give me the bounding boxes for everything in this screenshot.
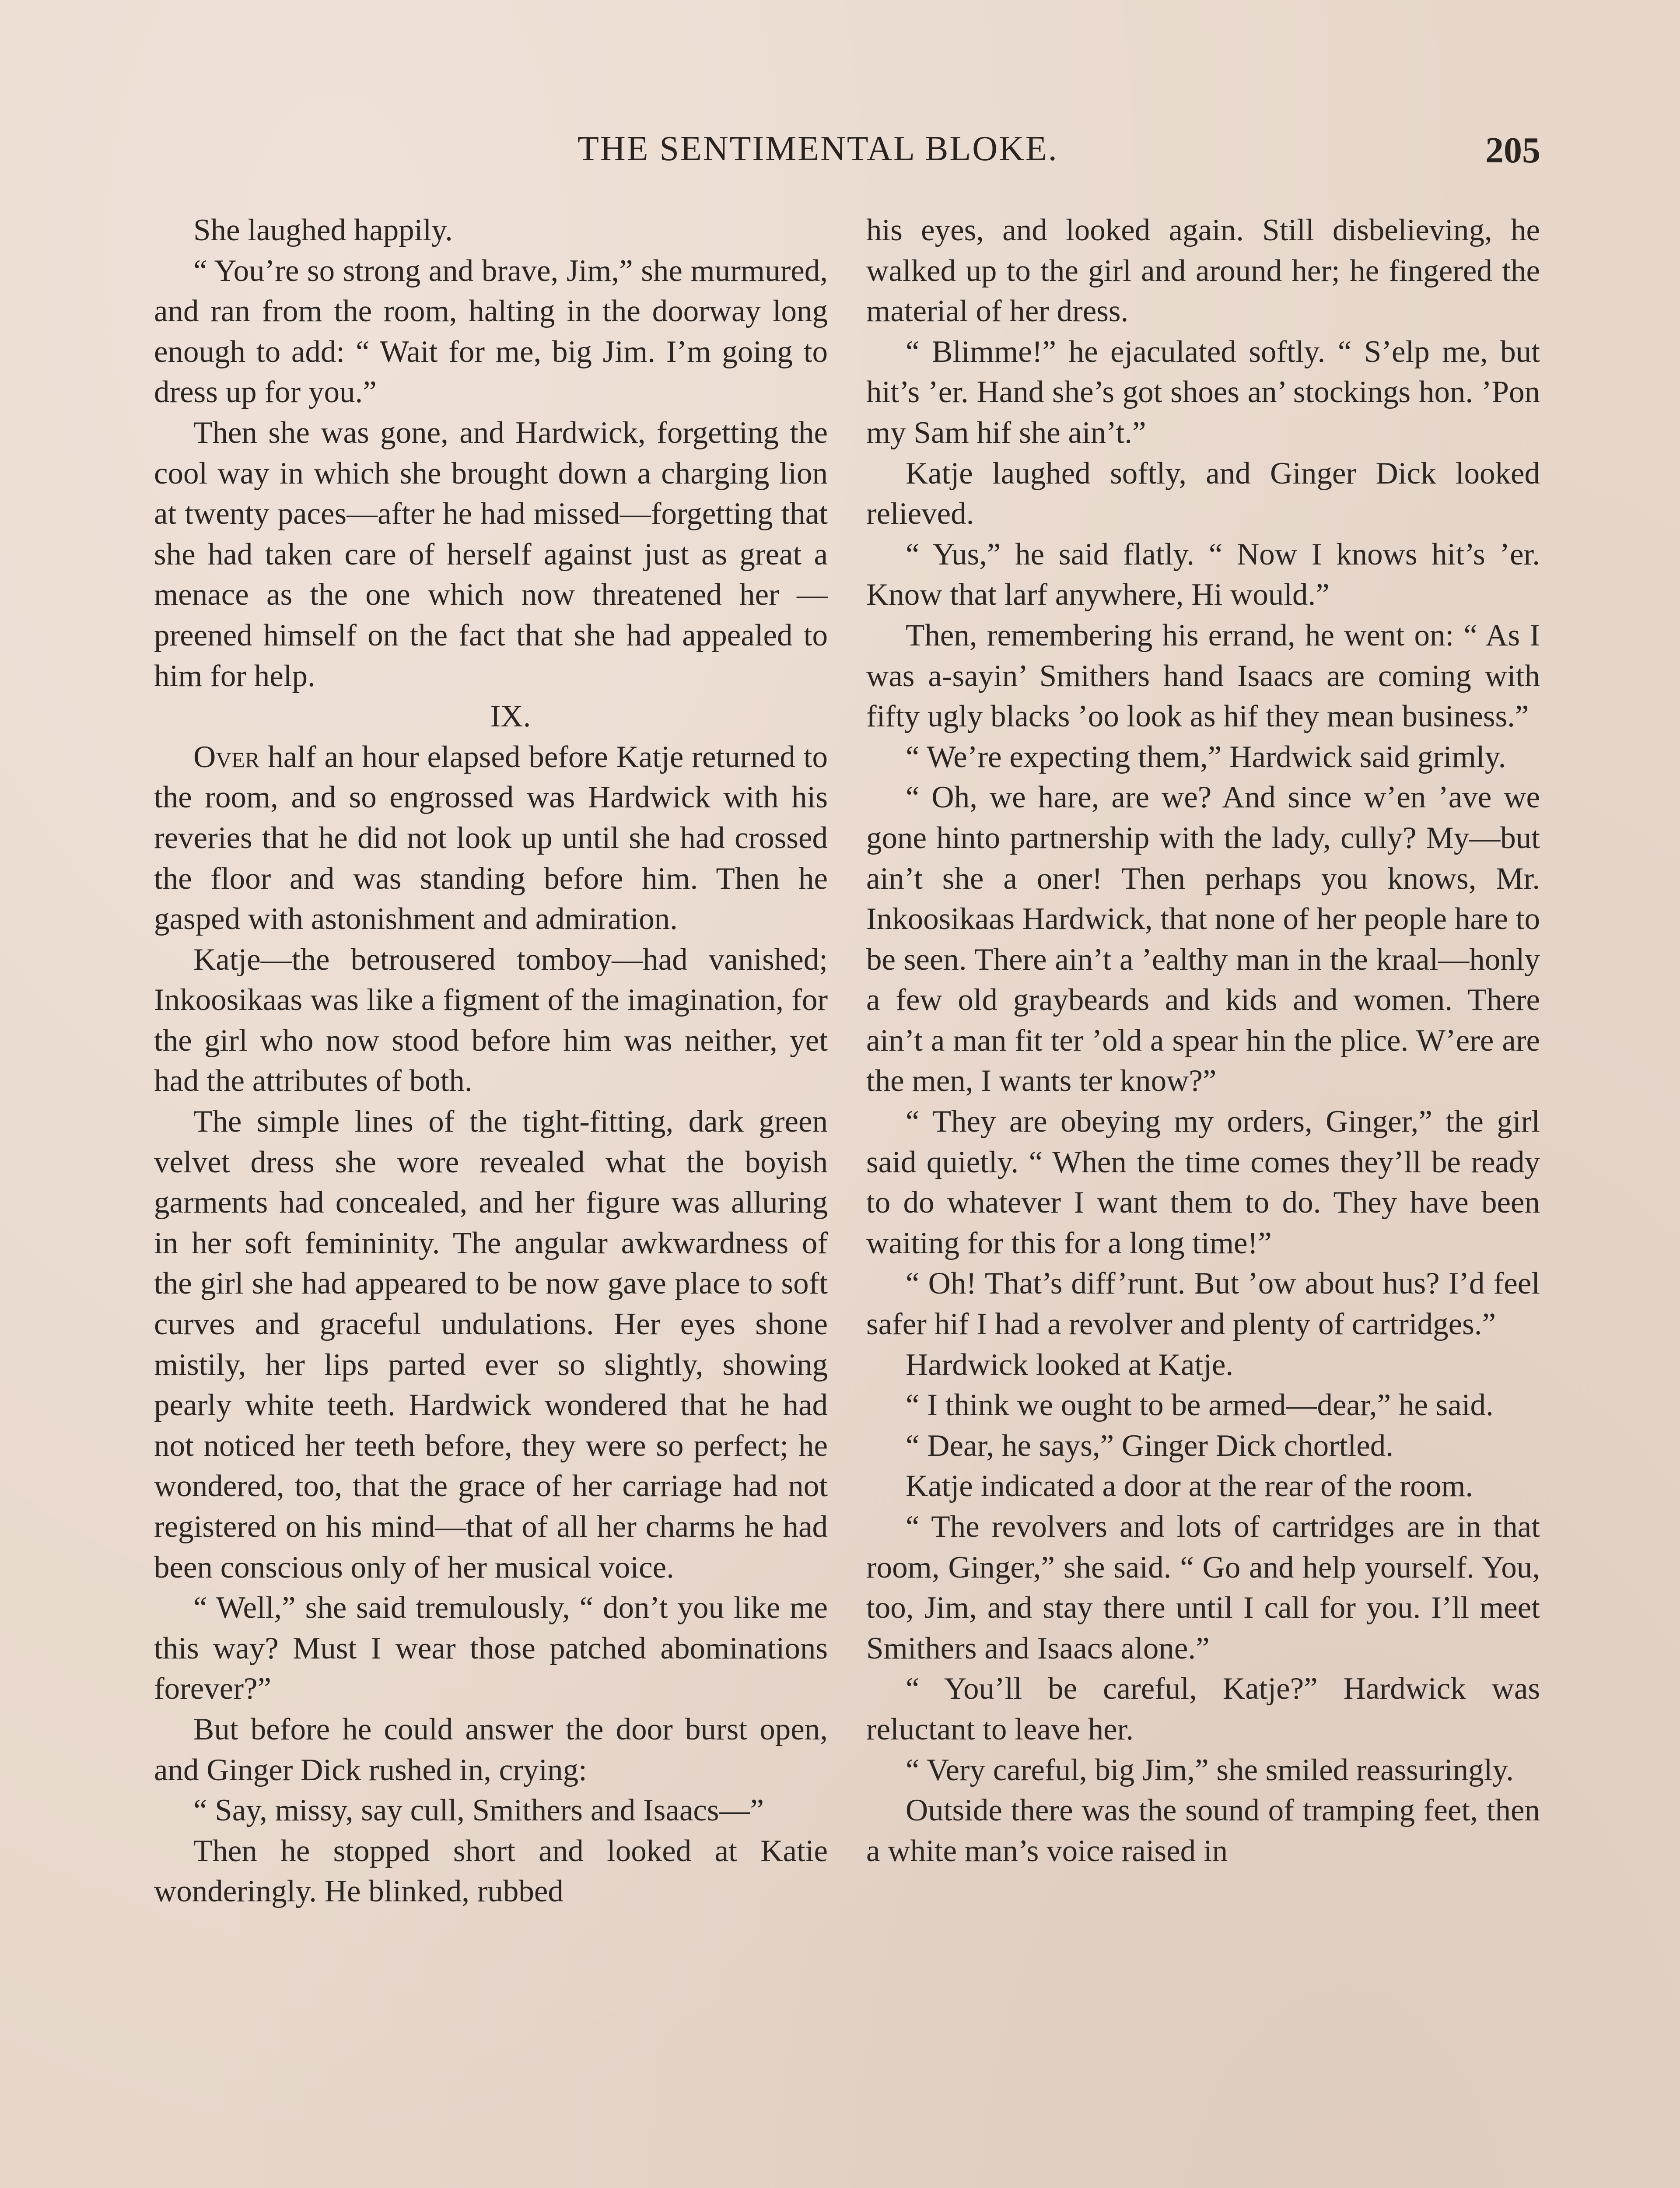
paragraph: “ Dear, he says,” Ginger Dick chortled. <box>906 1428 1393 1463</box>
paragraph: “ Blimme!” he ejaculated softly. “ S’elp me, but hit’s ’er. Hand she’s got shoes an’ stockings hon. ’Pon my Sam hif she ain’t.” <box>866 334 1540 450</box>
paragraph: “ They are obeying my orders, Ginger,” the girl said quietly. “ When the time comes they’ll be ready to do whatever I want them to do. They have been waiting for this for a long time!” <box>866 1105 1540 1260</box>
left-column <box>154 210 828 1912</box>
paragraph: Then she was gone, and Hardwick, forgetting the cool way in which she brought down a charging lion at twenty paces—after he had missed—forgetting that she had taken care of herself against just as great a menace as the one which now threatened her —preened himself on the fact that she had appealed to him for help. <box>154 415 828 693</box>
paragraph: “ We’re expecting them,” Hardwick said grimly. <box>906 740 1506 774</box>
paragraph: The simple lines of the tight-fitting, dark green velvet dress she wore revealed what the boyish garments had concealed, and her figure was alluring in her soft femininity. The angular awkwardness of the girl she had appeared to be now gave place to soft curves and graceful undulations. Her eyes shone mistily, her lips parted ever so slightly, showing pearly white teeth. Hardwick wondered that he had not noticed her teeth before, they were so perfect; he wondered, too, that the grace of her carriage had not registered on his mind—that of all her charms he had been conscious only of her musical voice. <box>154 1105 828 1585</box>
paragraph: Katje—the betrousered tomboy—had vanished; Inkoosikaas was like a figment of the imagination, for the girl who now stood before him was neither, yet had the attributes of both. <box>154 942 828 1098</box>
paragraph: “ Say, missy, say cull, Smithers and Isaacs—” <box>193 1793 764 1828</box>
paragraph: “ Well,” she said tremulously, “ don’t you like me this way? Must I wear those patched abominations forever?” <box>154 1591 828 1706</box>
drop-lead-word: Over <box>193 740 260 774</box>
paragraph: “ You’re so strong and brave, Jim,” she murmured, and ran from the room, halting in the doorway long enough to add: “ Wait for me, big Jim. I’m going to dress up for you.” <box>154 253 828 410</box>
paragraph: She laughed happily. <box>193 213 453 247</box>
paragraph: Outside there was the sound of tramping feet, then a white man’s voice raised in <box>866 1793 1540 1868</box>
running-head: THE SENTIMENTAL BLOKE. <box>578 130 1058 168</box>
page-number: 205 <box>1485 130 1540 171</box>
paragraph: Hardwick looked at Katje. <box>906 1347 1234 1382</box>
paragraph: But before he could answer the door burst open, and Ginger Dick rushed in, crying: <box>154 1712 828 1787</box>
paragraph: Then he stopped short and looked at Katie wonderingly. He blinked, rubbed <box>154 1834 828 1909</box>
paragraph: “ Yus,” he said flatly. “ Now I knows hit’s ’er. Know that larf anywhere, Hi would.” <box>866 537 1540 612</box>
section-number: IX. <box>490 699 531 734</box>
paragraph: “ Oh, we hare, are we? And since w’en ’ave we gone hinto partnership with the lady, cully? My—but ain’t she a oner! Then perhaps you knows, Mr. Inkoosikaas Hardwick, that none of her people hare to be seen. There ain’t a ’ealthy man in the kraal—honly a few old graybeards and kids and women. There ain’t a man fit ter ’old a spear hin the plice. W’ere are the men, I wants ter know?” <box>866 780 1540 1098</box>
paragraph <box>154 737 828 940</box>
paragraph: Katje laughed softly, and Ginger Dick looked relieved. <box>866 456 1540 531</box>
paragraph-text: half an hour elapsed before Katje returned to the room, and so engrossed was Hardwick with his reveries that he did not look up until she had crossed the floor and was standing before him. Then he gasped with astonishment and admiration. <box>154 740 828 936</box>
paragraph: “ Oh! That’s diff’runt. But ’ow about hus? I’d feel safer hif I had a revolver and plenty of cartridges.” <box>866 1266 1540 1342</box>
paragraph: “ I think we ought to be armed—dear,” he said. <box>906 1388 1494 1423</box>
paragraph: his eyes, and looked again. Still disbelieving, he walked up to the girl and around her; he fingered the material of her dress. <box>866 213 1540 329</box>
paragraph: “ The revolvers and lots of cartridges are in that room, Ginger,” she said. “ Go and help yourself. You, too, Jim, and stay there until I call for you. I’ll meet Smithers and Isaacs alone.” <box>866 1510 1540 1666</box>
paragraph: “ Very careful, big Jim,” she smiled reassuringly. <box>906 1753 1514 1787</box>
paragraph: Katje indicated a door at the rear of the room. <box>906 1469 1474 1504</box>
paragraph: Then, remembering his errand, he went on: “ As I was a-sayin’ Smithers hand Isaacs are coming with fifty ugly blacks ’oo look as hif they mean business.” <box>866 618 1540 734</box>
paragraph: “ You’ll be careful, Katje?” Hardwick was reluctant to leave her. <box>866 1672 1540 1746</box>
right-column <box>866 210 1540 1871</box>
